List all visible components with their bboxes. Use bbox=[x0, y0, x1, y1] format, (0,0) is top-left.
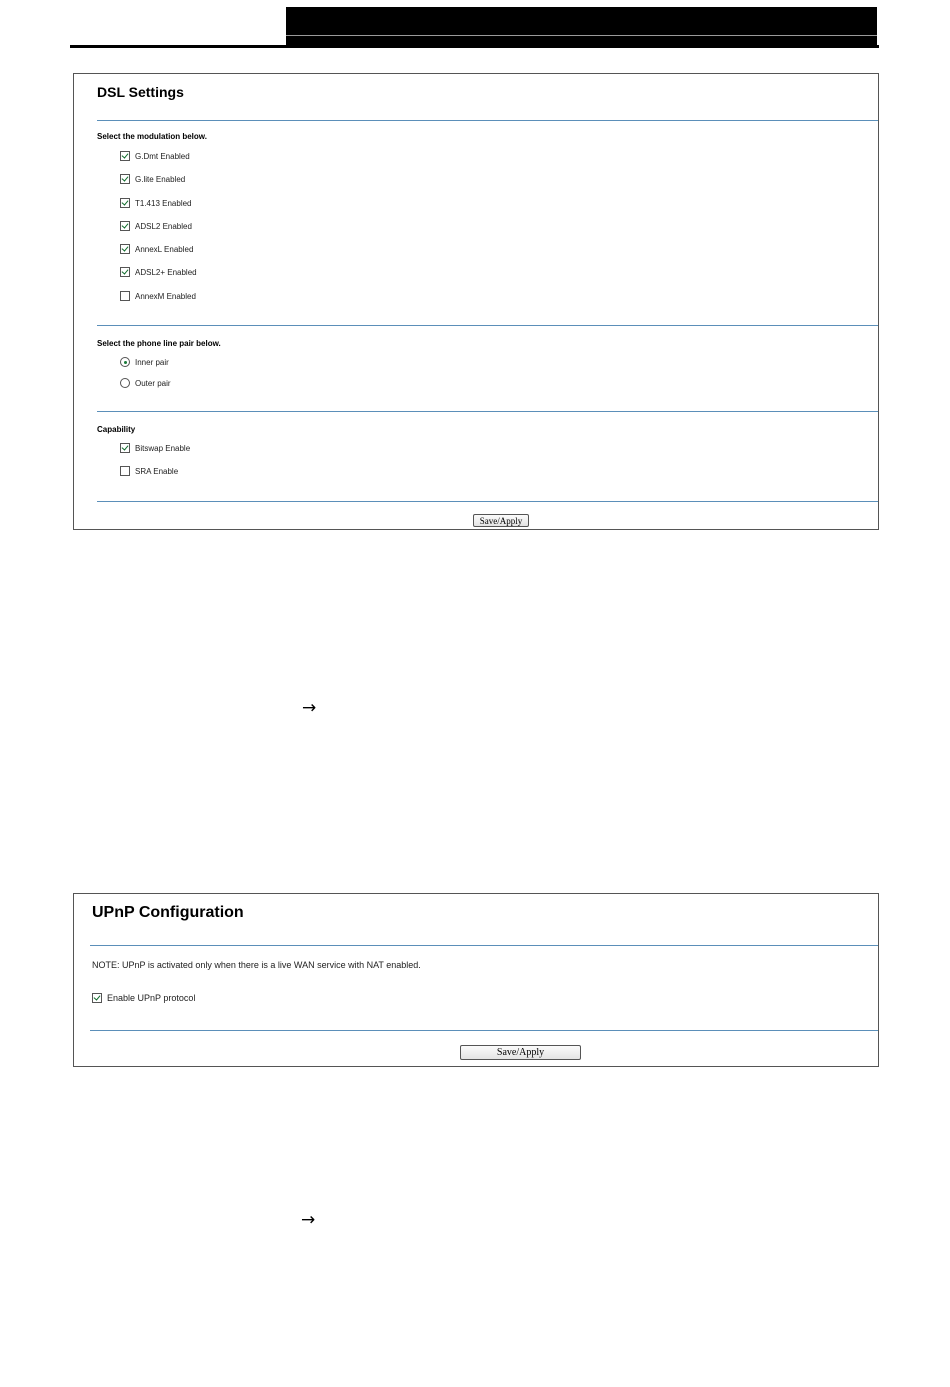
checkbox-glite[interactable] bbox=[120, 174, 130, 184]
dsl-settings-title: DSL Settings bbox=[97, 84, 184, 100]
upnp-note: NOTE: UPnP is activated only when there is a live WAN service with NAT enabled. bbox=[92, 960, 421, 970]
divider bbox=[97, 120, 878, 121]
checkbox-gdmt[interactable] bbox=[120, 151, 130, 161]
phone-pair-option-inner[interactable] bbox=[120, 355, 169, 369]
option-label: G.lite Enabled bbox=[135, 174, 186, 184]
divider bbox=[97, 325, 878, 326]
dsl-save-apply-button[interactable]: Save/Apply bbox=[473, 514, 529, 527]
upnp-save-apply-button[interactable]: Save/Apply bbox=[460, 1045, 581, 1060]
option-label: G.Dmt Enabled bbox=[135, 151, 190, 161]
upnp-enable-option[interactable] bbox=[92, 991, 195, 1005]
option-label: Inner pair bbox=[135, 357, 169, 367]
checkbox-annexm[interactable] bbox=[120, 291, 130, 301]
option-label: AnnexL Enabled bbox=[135, 244, 194, 254]
modulation-option-gdmt[interactable] bbox=[120, 149, 190, 163]
modulation-option-annexm[interactable] bbox=[120, 289, 196, 303]
modulation-section-label: Select the modulation below. bbox=[97, 132, 207, 141]
divider bbox=[90, 1030, 878, 1031]
divider bbox=[90, 945, 878, 946]
divider bbox=[97, 501, 878, 502]
modulation-option-glite[interactable] bbox=[120, 172, 185, 186]
option-label: AnnexM Enabled bbox=[135, 291, 196, 301]
checkbox-sra[interactable] bbox=[120, 466, 130, 476]
phone-line-section-label: Select the phone line pair below. bbox=[97, 339, 221, 348]
dsl-settings-panel bbox=[73, 73, 879, 530]
checkbox-t1413[interactable] bbox=[120, 198, 130, 208]
radio-outer-pair[interactable] bbox=[120, 378, 130, 388]
option-label: SRA Enable bbox=[135, 466, 179, 476]
option-label: T1.413 Enabled bbox=[135, 198, 192, 208]
page-header-bar bbox=[286, 7, 877, 45]
modulation-option-t1413[interactable] bbox=[120, 196, 192, 210]
checkbox-adsl2plus[interactable] bbox=[120, 267, 130, 277]
phone-pair-option-outer[interactable] bbox=[120, 376, 171, 390]
arrow-icon: → bbox=[301, 1210, 316, 1230]
option-label: Enable UPnP protocol bbox=[107, 993, 196, 1003]
capability-option-bitswap[interactable] bbox=[120, 441, 190, 455]
upnp-title: UPnP Configuration bbox=[92, 904, 244, 921]
option-label: Outer pair bbox=[135, 378, 171, 388]
checkbox-annexl[interactable] bbox=[120, 244, 130, 254]
checkbox-bitswap[interactable] bbox=[120, 443, 130, 453]
modulation-option-annexl[interactable] bbox=[120, 242, 193, 256]
checkbox-adsl2[interactable] bbox=[120, 221, 130, 231]
capability-option-sra[interactable] bbox=[120, 464, 178, 478]
capability-section-label: Capability bbox=[97, 425, 136, 434]
upnp-configuration-panel bbox=[73, 893, 879, 1067]
option-label: ADSL2+ Enabled bbox=[135, 267, 197, 277]
arrow-icon: → bbox=[302, 698, 317, 718]
modulation-option-adsl2[interactable] bbox=[120, 219, 192, 233]
option-label: Bitswap Enable bbox=[135, 443, 191, 453]
modulation-option-adsl2plus[interactable] bbox=[120, 265, 197, 279]
header-rule bbox=[70, 45, 879, 48]
divider bbox=[97, 411, 878, 412]
checkbox-enable-upnp[interactable] bbox=[92, 993, 102, 1003]
radio-inner-pair[interactable] bbox=[120, 357, 130, 367]
option-label: ADSL2 Enabled bbox=[135, 221, 192, 231]
